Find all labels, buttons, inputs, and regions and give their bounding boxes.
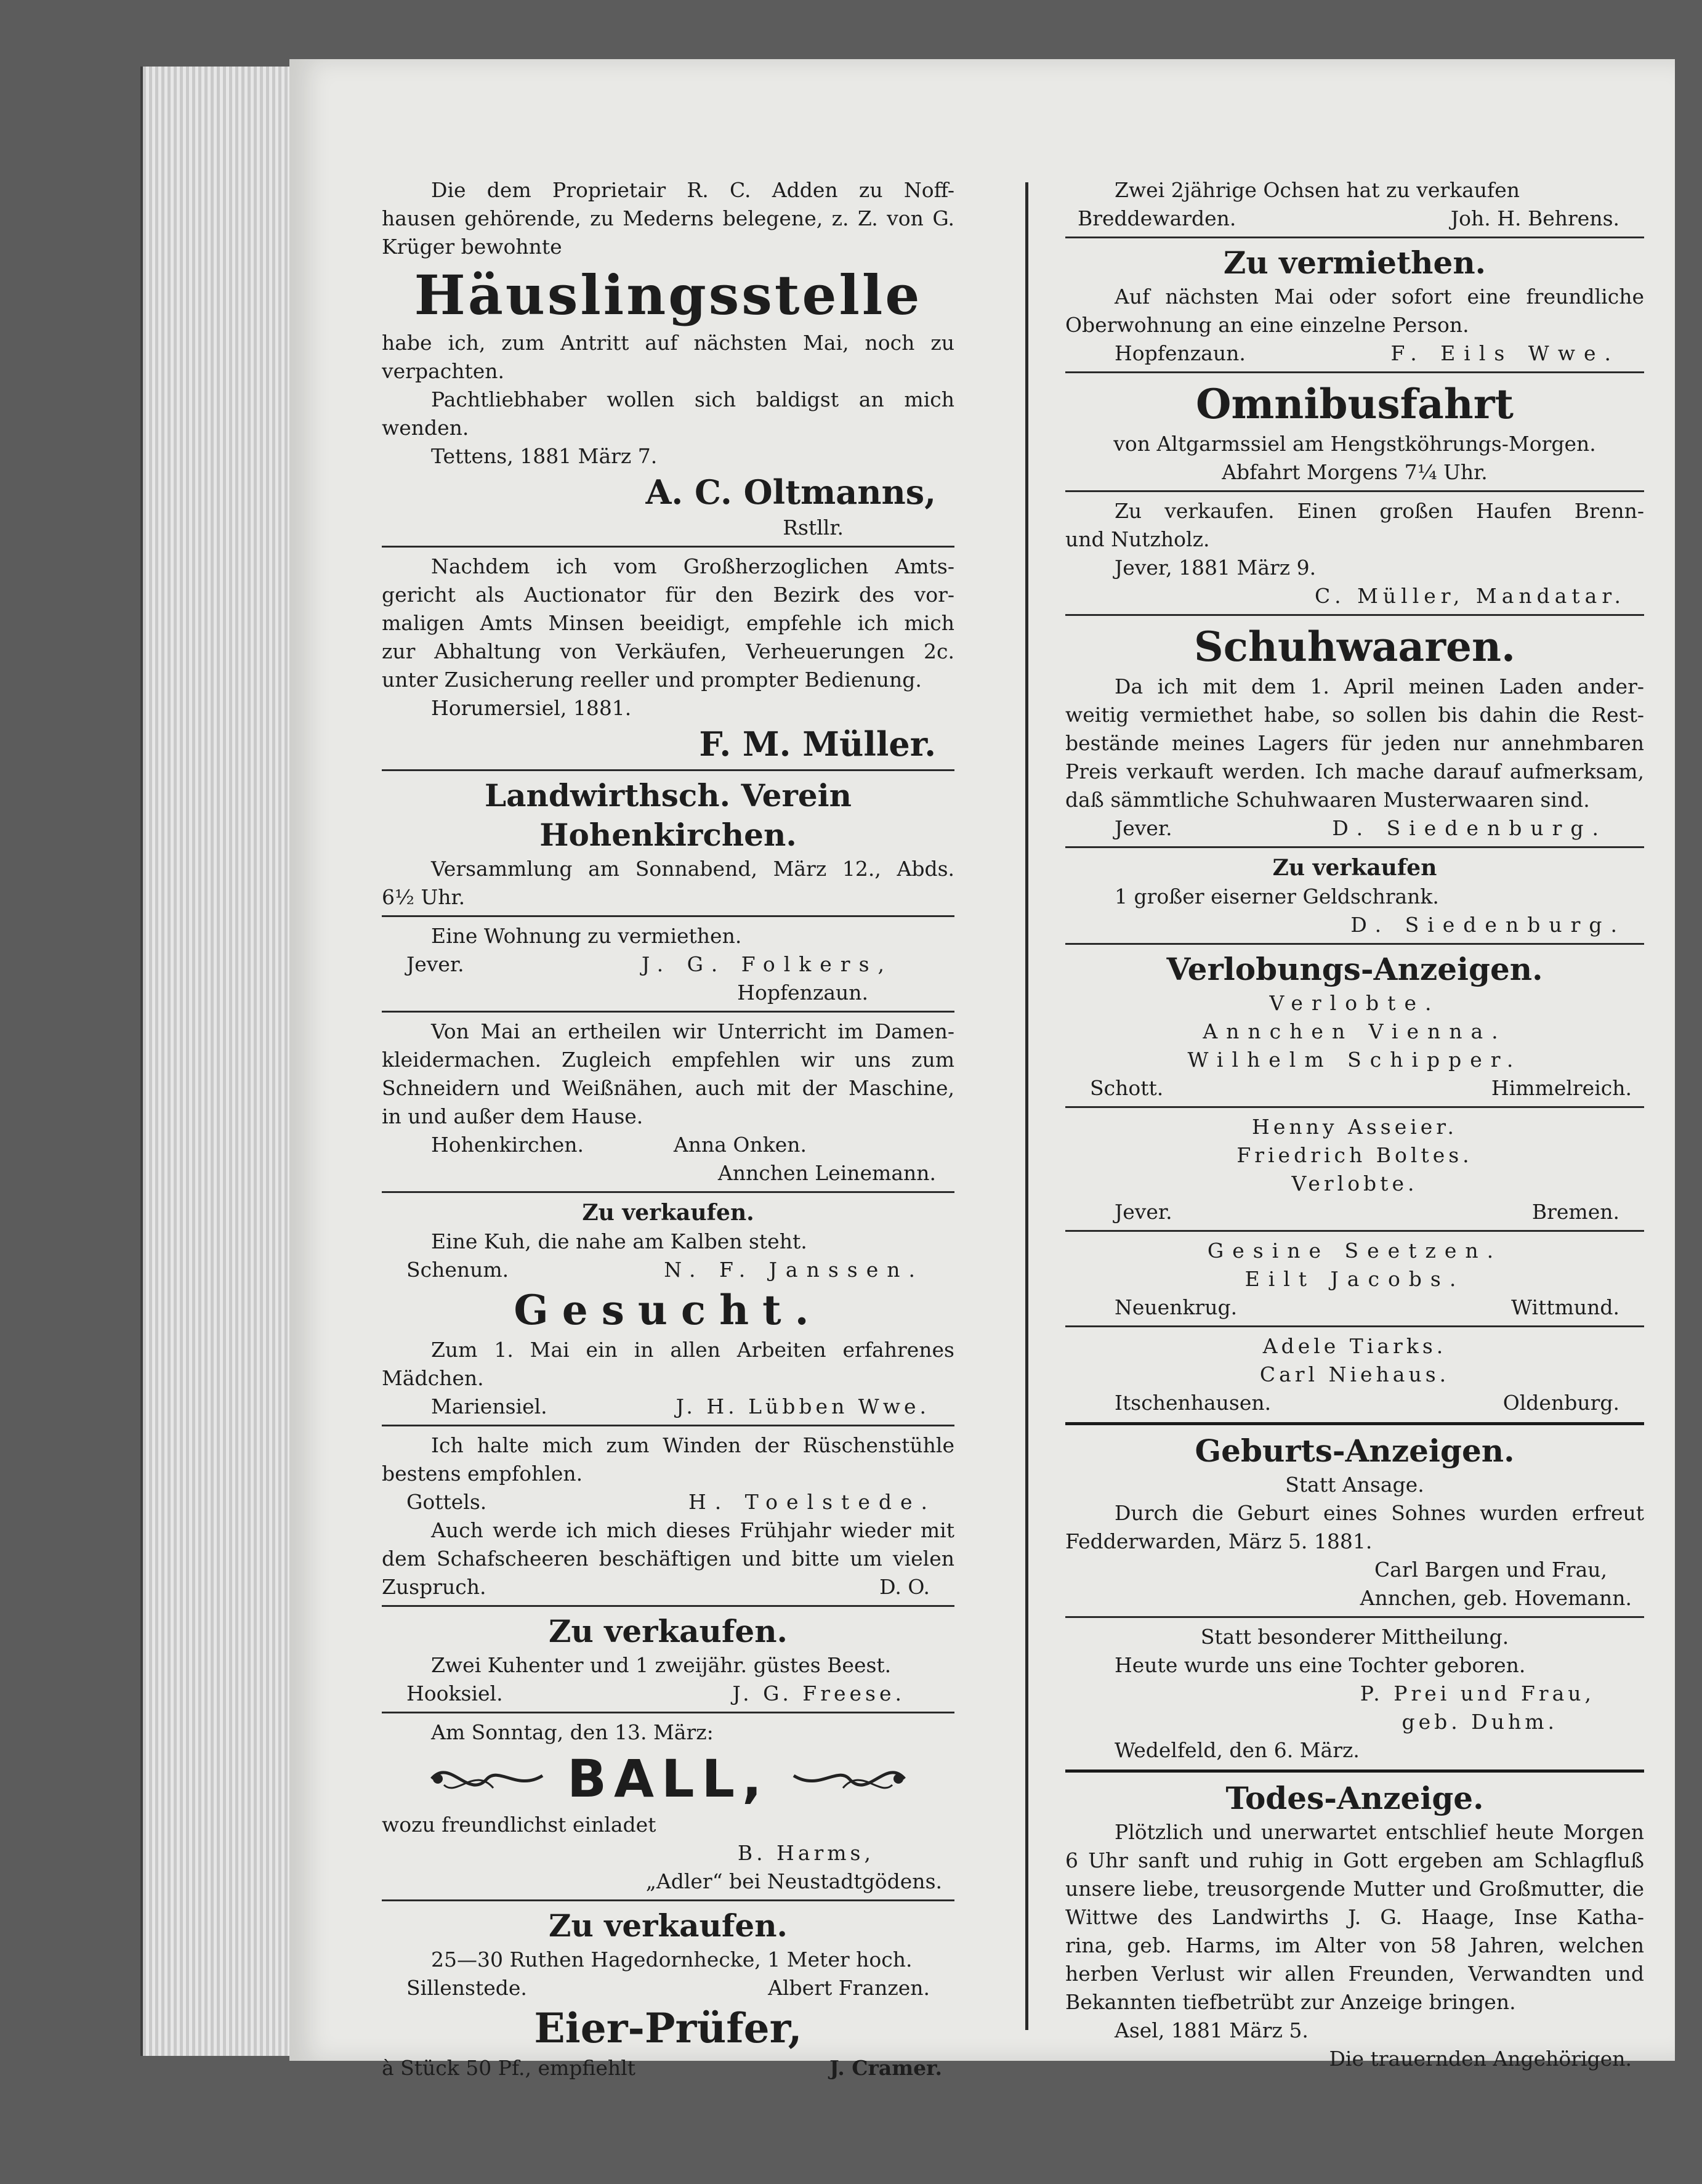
ad-text: Zuspruch. (382, 1575, 486, 1599)
ad-text: à Stück 50 Pf., empfiehlt (382, 2056, 636, 2080)
ad-footer (1065, 339, 1644, 368)
ad-text: bestens empfohlen. (382, 1462, 583, 1486)
ad-place: Hooksiel. (406, 1681, 503, 1705)
ad-headline: Zu verkaufen. (549, 1613, 788, 1649)
ad-place: Breddewarden. (1078, 206, 1236, 230)
ad-headline: Verlobungs-Anzeigen. (1166, 951, 1543, 987)
ad-signature: D. O. (879, 1575, 930, 1599)
ad-text: Zum 1. Mai ein in allen Arbeiten erfahrenes (431, 1338, 954, 1362)
ad-signature: F. Eils Wwe. (1390, 341, 1619, 365)
announcement-places (1065, 1198, 1644, 1226)
ad-signature: J. G. Freese. (732, 1681, 905, 1705)
ad-footer (382, 1573, 954, 1601)
ad-place: Jever. (1115, 816, 1172, 840)
ad-headline: Geburts-Anzeigen. (1195, 1433, 1515, 1469)
ad-signature: Anna Onken. (673, 1133, 807, 1157)
announcement-place: Jever. (1115, 1200, 1172, 1224)
column-divider (1025, 182, 1028, 2030)
ad-headline: Häuslingsstelle (414, 263, 922, 327)
ad-place: Gottels. (406, 1490, 487, 1514)
ad-signature: D. Siedenburg. (1350, 913, 1626, 937)
announcement-place: Itschenhausen. (1115, 1391, 1272, 1415)
ad-signature: Carl Bargen und Frau, (1374, 1558, 1607, 1582)
ad-eierpruefer (382, 2002, 954, 2082)
ad-text: Da ich mit dem 1. April meinen Laden ander- (1115, 674, 1644, 698)
ad-text: bestände meines Lagers für jeden nur annehmbaren (1065, 731, 1644, 755)
ad-separator (1065, 237, 1644, 238)
ad-text: 6 Uhr sanft und ruhig in Gott ergeben am Schlagfluß (1065, 1848, 1644, 1872)
announcement-places (1065, 1074, 1644, 1102)
ad-brennholz (1065, 497, 1644, 610)
announcement-place: Himmelreich. (1491, 1076, 1632, 1100)
ad-text: Zu verkaufen. Einen großen Haufen Brenn- (1115, 499, 1644, 523)
ad-text: 25—30 Ruthen Hagedornhecke, 1 Meter hoch. (431, 1947, 913, 1972)
ad-separator (1065, 1325, 1644, 1327)
ad-hagedorn (382, 1906, 954, 2002)
announcement-place: Oldenburg. (1502, 1391, 1619, 1415)
ad-headline: Zu verkaufen (1272, 855, 1437, 881)
ad-headline: Schuhwaaren. (1194, 623, 1515, 671)
ad-text: Heute wurde uns eine Tochter geboren. (1115, 1653, 1526, 1677)
ad-text: Plötzlich und unerwartet entschlief heute Morgen (1115, 1820, 1644, 1844)
ad-text: Pachtliebhaber wollen sich baldigst an mich (431, 387, 954, 411)
ad-text: Bekannten tiefbetrübt zur Anzeige bringen. (1065, 1990, 1516, 2014)
ad-text: Wittwe des Landwirths J. G. Haage, Inse Katha- (1065, 1905, 1644, 1929)
ad-text: Schneidern und Weißnähen, auch mit der Maschine, (382, 1076, 954, 1100)
ad-signature: F. M. Müller. (699, 724, 936, 764)
ad-place: Sillenstede. (406, 1976, 527, 2000)
announcement-name: Henny Asseier. (1252, 1115, 1458, 1139)
ad-omnibus (1065, 378, 1644, 487)
ad-footer (382, 1488, 954, 1516)
ad-text: und Nutzholz. (1065, 527, 1210, 551)
ad-ruesche (382, 1431, 954, 1601)
ad-separator (1065, 943, 1644, 945)
ad-signature-line2: Hopfenzaun. (737, 981, 868, 1005)
ad-signature: Joh. H. Behrens. (1450, 206, 1619, 230)
ad-footer (382, 1393, 954, 1421)
ad-text: Durch die Geburt eines Sohnes wurden erfreut (1115, 1501, 1644, 1525)
ad-auctionator (382, 552, 954, 766)
ad-headline: Zu verkaufen. (582, 1200, 754, 1226)
ad-text: Preis verkauft werden. Ich mache darauf aufmerksam, (1065, 759, 1644, 783)
announcement-name: Gesine Seetzen. (1207, 1239, 1502, 1263)
ad-separator (382, 1011, 954, 1013)
ad-signature: Die trauernden Angehörigen. (1329, 2047, 1632, 2071)
ad-headline: Omnibusfahrt (1195, 380, 1514, 428)
ad-separator (1065, 1230, 1644, 1232)
ad-place-date: Fedderwarden, März 5. 1881. (1065, 1529, 1373, 1553)
ad-footer (1065, 204, 1644, 233)
ad-signature: N. F. Janssen. (664, 1258, 924, 1282)
ad-text: dem Schafscheeren beschäftigen und bitte um vielen (382, 1547, 954, 1571)
ad-text: maligen Amts Minsen beeidigt, empfehle ich mich (382, 611, 954, 635)
ad-text: weitig vermiethet habe, so sollen bis dahin die Rest- (1065, 703, 1644, 727)
announcement-place: Schott. (1090, 1076, 1164, 1100)
section-separator (1065, 1422, 1644, 1425)
ad-place-date: Asel, 1881 März 5. (1115, 2018, 1309, 2042)
ad-vermiethen (1065, 243, 1644, 368)
ad-separator (1065, 614, 1644, 616)
ad-text: Zwei 2jährige Ochsen hat zu verkaufen (1115, 178, 1520, 202)
ad-signature: J. H. Lübben Wwe. (676, 1394, 930, 1418)
ad-schuhwaaren (1065, 621, 1644, 843)
ad-separator (1065, 490, 1644, 492)
ad-text: gericht als Auctionator für den Bezirk des vor- (382, 583, 954, 607)
ad-text: kleidermachen. Zugleich empfehlen wir uns zum (382, 1048, 954, 1072)
ad-geldschrank (1065, 853, 1644, 939)
ad-signature: D. Siedenburg. (1332, 816, 1607, 840)
right-ornament-icon (788, 1754, 911, 1803)
ad-separator (382, 1191, 954, 1193)
ad-separator (382, 1712, 954, 1713)
left-ornament-icon (426, 1754, 549, 1803)
ad-footer (382, 1680, 954, 1708)
announcement-label: Verlobte. (1291, 1171, 1418, 1195)
ad-text: hausen gehörende, zu Mederns belegene, z. Z. von G. (382, 206, 954, 230)
ad-headline: Landwirthsch. Verein Hohenkirchen. (485, 777, 852, 853)
ad-headline: Gesucht. (514, 1286, 823, 1334)
ball-banner (382, 1747, 954, 1811)
announcement-name: Eilt Jacobs. (1244, 1267, 1465, 1291)
ad-separator (1065, 1616, 1644, 1618)
ad-ochsen (1065, 176, 1644, 233)
ad-text: rina, geb. Harms, im Alter von 58 Jahren, welchen (1065, 1933, 1644, 1957)
left-column (382, 176, 954, 2082)
ad-text: verpachten. (382, 359, 505, 383)
ad-signature: H. Toelstede. (688, 1490, 936, 1514)
ad-separator (382, 915, 954, 917)
ad-separator (382, 1605, 954, 1607)
ad-headline: Todes-Anzeige. (1225, 1780, 1484, 1816)
ad-headline: Eier-Prüfer, (534, 2004, 802, 2052)
section-separator (1065, 1769, 1644, 1773)
ad-signature-line2: „Adler“ bei Neustadtgödens. (645, 1869, 942, 1893)
ad-separator (382, 1899, 954, 1901)
ad-text: Statt Ansage. (1285, 1473, 1424, 1497)
ad-text: Eine Wohnung zu vermiethen. (431, 924, 742, 948)
ad-text: Am Sonntag, den 13. März: (431, 1720, 714, 1744)
ad-separator (1065, 846, 1644, 848)
ad-text: Eine Kuh, die nahe am Kalben steht. (431, 1229, 807, 1253)
ad-text: Zwei Kuhenter und 1 zweijähr. güstes Beest. (431, 1653, 892, 1677)
right-column (1065, 176, 1644, 2073)
announcement-places (1065, 1293, 1644, 1322)
ad-signature-title: Rstllr. (783, 516, 844, 540)
ad-text: Abfahrt Morgens 7¼ Uhr. (1222, 460, 1488, 484)
ad-text: Von Mai an ertheilen wir Unterricht im Damen- (431, 1019, 954, 1043)
ad-text: zur Abhaltung von Verkäufen, Verheuerungen 2c. (382, 639, 954, 663)
ad-verein (382, 776, 954, 912)
announcement-name: Friedrich Boltes. (1236, 1143, 1473, 1167)
ad-signature-line2: Annchen, geb. Hovemann. (1360, 1586, 1632, 1610)
ad-separator (1065, 1106, 1644, 1108)
ad-text: Versammlung am Sonnabend, März 12., Abds. (431, 857, 954, 881)
ad-text: Die dem Proprietair R. C. Adden zu Noff- (431, 178, 954, 202)
ad-text: wenden. (382, 416, 469, 440)
ad-signature: A. C. Oltmanns, (645, 472, 936, 512)
book-page-edges (140, 67, 309, 2056)
ad-text: daß sämmtliche Schuhwaaren Musterwaaren sind. (1065, 788, 1590, 812)
ad-text: Auf nächsten Mai oder sofort eine freundliche (1115, 285, 1644, 309)
ad-place-date: Jever, 1881 März 9. (1115, 556, 1317, 580)
ad-headline: Zu verkaufen. (549, 1907, 788, 1944)
ad-text: wozu freundlichst einladet (382, 1813, 656, 1837)
ad-text: habe ich, zum Antritt auf nächsten Mai, noch zu (382, 331, 954, 355)
ad-kuhenter (382, 1612, 954, 1708)
announcement-place: Bremen. (1531, 1200, 1619, 1224)
ad-text: von Altgarmssiel am Hengstköhrungs-Morgen. (1113, 432, 1596, 456)
ball-title: BALL, (567, 1749, 769, 1809)
ad-signature: P. Prei und Frau, (1360, 1681, 1595, 1705)
ad-text: Nachdem ich vom Großherzoglichen Amts- (431, 554, 954, 578)
announcement-label: Verlobte. (1269, 991, 1440, 1015)
ad-separator (382, 769, 954, 771)
ad-text: Ich halte mich zum Winden der Rüschenstühle (431, 1433, 954, 1457)
ad-place: Jever. (406, 952, 464, 976)
ad-text: in und außer dem Hause. (382, 1104, 643, 1128)
ad-signature: C. Müller, Mandatar. (1315, 584, 1626, 608)
ad-geburten (1065, 1431, 1644, 1765)
ad-gesucht (382, 1284, 954, 1421)
newspaper-page (289, 59, 1675, 2080)
ad-unterricht (382, 1017, 954, 1187)
ad-place: Hohenkirchen. (431, 1133, 584, 1157)
announcement-name: Adele Tiarks. (1262, 1334, 1447, 1358)
ad-haeuslingsstelle (382, 176, 954, 542)
ad-signature-line2: Annchen Leinemann. (717, 1161, 936, 1185)
announcement-name: Wilhelm Schipper. (1187, 1048, 1522, 1072)
announcement-name: Annchen Vienna. (1203, 1019, 1507, 1043)
ad-headline: Zu vermiethen. (1223, 245, 1486, 281)
ad-signature: Albert Franzen. (768, 1976, 930, 2000)
ad-text: unter Zusicherung reeller und prompter Bedienung. (382, 668, 922, 692)
ad-text: Statt besonderer Mittheilung. (1200, 1625, 1509, 1649)
ad-text: 1 großer eiserner Geldschrank. (1115, 884, 1439, 908)
ad-verlobungen (1065, 950, 1644, 1417)
ad-footer (382, 1974, 954, 2002)
ad-text: unsere liebe, treusorgende Mutter und Großmutter, die (1065, 1877, 1644, 1901)
ad-ball (382, 1718, 954, 1896)
ad-text: Oberwohnung an eine einzelne Person. (1065, 313, 1469, 337)
ad-footer (1065, 814, 1644, 843)
ad-footer (382, 1256, 954, 1284)
ad-place: Mariensiel. (431, 1394, 547, 1418)
ad-footer (382, 2054, 954, 2082)
ad-signature: J. G. Folkers, (641, 952, 893, 976)
ad-place: Schenum. (406, 1258, 509, 1282)
ad-place-date: Wedelfeld, den 6. März. (1115, 1738, 1360, 1762)
ad-wohnung (382, 922, 954, 1007)
ad-kuh (382, 1198, 954, 1284)
ad-signature: J. Cramer. (829, 2056, 942, 2080)
ad-text: Mädchen. (382, 1366, 484, 1390)
ad-signature-line2: geb. Duhm. (1402, 1710, 1558, 1734)
ad-text: herben Verlust wir allen Freunden, Verwandten und (1065, 1962, 1644, 1986)
ad-separator (1065, 371, 1644, 373)
ad-separator (382, 546, 954, 548)
announcement-place: Wittmund. (1511, 1295, 1619, 1319)
ad-signature: B. Harms, (737, 1841, 874, 1865)
announcement-place: Neuenkrug. (1115, 1295, 1238, 1319)
ad-place: Hopfenzaun. (1115, 341, 1246, 365)
ad-separator (382, 1425, 954, 1426)
ad-text: Krüger bewohnte (382, 235, 562, 259)
ad-todesanzeige (1065, 1779, 1644, 2073)
ad-place-date: Tettens, 1881 März 7. (431, 444, 658, 468)
announcement-places (1065, 1389, 1644, 1417)
announcement-name: Carl Niehaus. (1259, 1362, 1450, 1386)
ad-footer (382, 1131, 954, 1159)
ad-text: Auch werde ich mich dieses Frühjahr wieder mit (431, 1518, 954, 1542)
ad-footer (382, 950, 954, 979)
ad-text: 6½ Uhr. (382, 885, 466, 909)
ad-place-date: Horumersiel, 1881. (431, 696, 632, 720)
